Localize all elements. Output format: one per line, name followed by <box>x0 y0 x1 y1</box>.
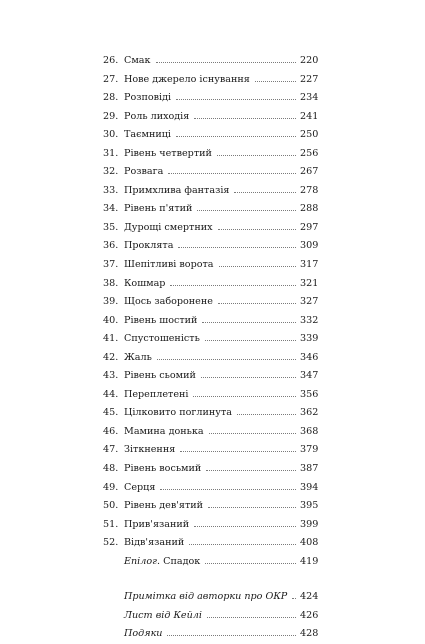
toc-entry <box>103 108 318 127</box>
page-number: 317 <box>300 259 319 271</box>
dot-leader <box>170 284 296 286</box>
toc-entry <box>103 182 318 201</box>
page-number: 387 <box>300 463 319 475</box>
dot-leader <box>194 525 296 527</box>
toc-entry <box>103 534 318 553</box>
page-number: 267 <box>300 166 319 178</box>
toc-entry <box>103 237 318 256</box>
chapter-title: Жаль <box>124 351 152 363</box>
dot-leader <box>168 172 296 174</box>
chapter-title: Проклята <box>124 240 174 252</box>
chapter-title: Цілковито поглинута <box>124 407 232 419</box>
chapter-title: Смак <box>124 55 151 66</box>
chapter-title: Розвага <box>124 166 164 178</box>
dot-leader <box>167 634 296 636</box>
chapter-title: Таємниці <box>124 129 171 141</box>
dot-leader <box>180 450 296 452</box>
toc-entry <box>103 386 318 405</box>
dot-leader <box>202 321 296 323</box>
chapter-title: Рівень п'ятий <box>124 203 193 215</box>
dot-leader <box>218 228 296 230</box>
dot-leader <box>206 469 296 471</box>
page-number: 379 <box>300 444 319 456</box>
toc-entry <box>103 349 318 368</box>
chapter-number: 27. <box>103 73 119 85</box>
page-number: 408 <box>300 537 319 549</box>
toc-entry <box>103 460 318 479</box>
chapter-title: Спустошеність <box>124 333 200 345</box>
page-number: 362 <box>300 407 319 419</box>
chapter-number: 39. <box>103 296 119 308</box>
dot-leader <box>201 376 296 378</box>
dot-leader <box>205 339 296 341</box>
chapter-number: 33. <box>103 184 119 196</box>
chapter-title: Нове джерело існування <box>124 73 250 85</box>
dot-leader <box>292 597 296 599</box>
dot-leader <box>217 154 296 156</box>
page-number: 339 <box>300 333 319 345</box>
backmatter-entry <box>103 588 318 607</box>
backmatter-title: Лист від Кейлі <box>124 609 202 621</box>
dot-leader <box>176 98 296 100</box>
chapter-title: Рівень сьомий <box>124 370 196 382</box>
page-number: 297 <box>300 221 319 233</box>
page-number: 234 <box>300 92 319 104</box>
backmatter-title: Подяки <box>124 628 163 640</box>
epilogue-title <box>124 553 203 572</box>
backmatter-entry <box>103 625 318 644</box>
chapter-number: 37. <box>103 259 119 271</box>
page-number: 428 <box>300 628 319 640</box>
page-number: 241 <box>300 110 319 122</box>
chapter-number: 48. <box>103 463 119 475</box>
toc-entry <box>103 423 318 442</box>
chapter-title: Мамина донька <box>124 425 204 437</box>
chapter-title: Рівень шостий <box>124 314 198 326</box>
dot-leader <box>189 543 296 545</box>
page-number: 309 <box>300 240 319 252</box>
chapter-title: Кошмар <box>124 277 166 289</box>
toc-entry <box>103 516 318 535</box>
page-number: 426 <box>300 609 319 621</box>
chapter-number: 50. <box>103 500 119 512</box>
page-number: 278 <box>300 184 319 196</box>
dot-leader <box>205 562 296 564</box>
chapter-number: 31. <box>103 147 119 159</box>
dot-leader <box>207 616 296 618</box>
chapter-title: Переплетені <box>124 388 189 400</box>
backmatter-title: Примітка від авторки про ОКР <box>124 591 288 603</box>
page-number: 321 <box>300 277 319 289</box>
toc-entry <box>103 71 318 90</box>
toc-entry <box>103 312 318 331</box>
page-number: 356 <box>300 388 319 400</box>
chapter-number: 36. <box>103 240 119 252</box>
epilogue-label: Епілог. <box>124 555 161 567</box>
toc-entry <box>103 275 318 294</box>
toc-entry <box>103 200 318 219</box>
dot-leader <box>178 246 296 248</box>
page-number: 227 <box>300 73 319 85</box>
chapter-number: 40. <box>103 314 119 326</box>
chapter-number: 28. <box>103 92 119 104</box>
dot-leader <box>156 61 296 63</box>
page-number: 220 <box>300 55 319 66</box>
chapter-number: 35. <box>103 221 119 233</box>
toc-entry <box>103 367 318 386</box>
toc-entry <box>103 163 318 182</box>
dot-leader <box>218 302 296 304</box>
page-number: 288 <box>300 203 319 215</box>
chapter-number: 42. <box>103 351 119 363</box>
chapter-title: Серця <box>124 481 156 493</box>
chapter-number: 51. <box>103 518 119 530</box>
page-number: 346 <box>300 351 319 363</box>
chapter-title: Зіткнення <box>124 444 176 456</box>
backmatter-list <box>103 588 318 644</box>
toc-entry <box>103 89 318 108</box>
table-of-contents <box>103 52 318 644</box>
dot-leader <box>176 135 296 137</box>
toc-entry <box>103 219 318 238</box>
page-number: 395 <box>300 500 319 512</box>
toc-entry <box>103 497 318 516</box>
dot-leader <box>157 358 296 360</box>
chapter-title: Примхлива фантазія <box>124 184 230 196</box>
toc-entry <box>103 145 318 164</box>
chapter-title: Дурощі смертних <box>124 221 213 233</box>
chapter-title: Рівень четвертий <box>124 147 212 159</box>
chapter-number: 29. <box>103 110 119 122</box>
chapter-title: Щось заборонене <box>124 296 213 308</box>
page-number: 399 <box>300 518 319 530</box>
chapter-number: 52. <box>103 537 119 549</box>
toc-entry <box>103 293 318 312</box>
chapter-number: 44. <box>103 388 119 400</box>
dot-leader <box>234 191 296 193</box>
page-number: 347 <box>300 370 319 382</box>
chapter-number: 47. <box>103 444 119 456</box>
chapter-title: Розповіді <box>124 92 172 104</box>
chapter-title: Прив'язаний <box>124 518 190 530</box>
dot-leader <box>193 395 296 397</box>
chapter-title: Відв'язаний <box>124 537 185 549</box>
toc-entry <box>103 479 318 498</box>
dot-leader <box>255 80 296 82</box>
dot-leader <box>237 413 296 415</box>
chapter-title: Шепітливі ворота <box>124 259 214 271</box>
chapter-number: 38. <box>103 277 119 289</box>
page-number: 424 <box>300 591 319 603</box>
toc-entry <box>103 404 318 423</box>
page-number: 256 <box>300 147 319 159</box>
dot-leader <box>197 209 296 211</box>
backmatter-entry <box>103 607 318 626</box>
epilogue-entry <box>103 553 318 572</box>
page-number: 250 <box>300 129 319 141</box>
chapter-number: 49. <box>103 481 119 493</box>
chapter-title: Рівень восьмий <box>124 463 202 475</box>
chapter-number: 41. <box>103 333 119 345</box>
toc-entry <box>103 126 318 145</box>
toc-entry <box>103 256 318 275</box>
chapter-number: 34. <box>103 203 119 215</box>
dot-leader <box>194 117 296 119</box>
chapter-number: 45. <box>103 407 119 419</box>
toc-entry <box>103 441 318 460</box>
page-number: 394 <box>300 481 319 493</box>
chapter-number: 30. <box>103 129 119 141</box>
chapter-number: 26. <box>103 55 119 66</box>
page-number: 368 <box>300 425 319 437</box>
page-number: 327 <box>300 296 319 308</box>
epilogue-name: Спадок <box>163 555 201 567</box>
dot-leader <box>219 265 296 267</box>
toc-entry <box>103 330 318 349</box>
dot-leader <box>208 506 296 508</box>
dot-leader <box>160 488 296 490</box>
section-gap <box>103 571 318 588</box>
chapter-number: 32. <box>103 166 119 178</box>
page-number: 419 <box>300 555 319 567</box>
dot-leader <box>209 432 296 434</box>
page-number: 332 <box>300 314 319 326</box>
toc-entry <box>103 52 318 71</box>
chapter-list <box>103 52 318 553</box>
chapter-number: 43. <box>103 370 119 382</box>
chapter-number: 46. <box>103 425 119 437</box>
chapter-title: Роль лиходія <box>124 110 190 122</box>
chapter-title: Рівень дев'ятий <box>124 500 204 512</box>
